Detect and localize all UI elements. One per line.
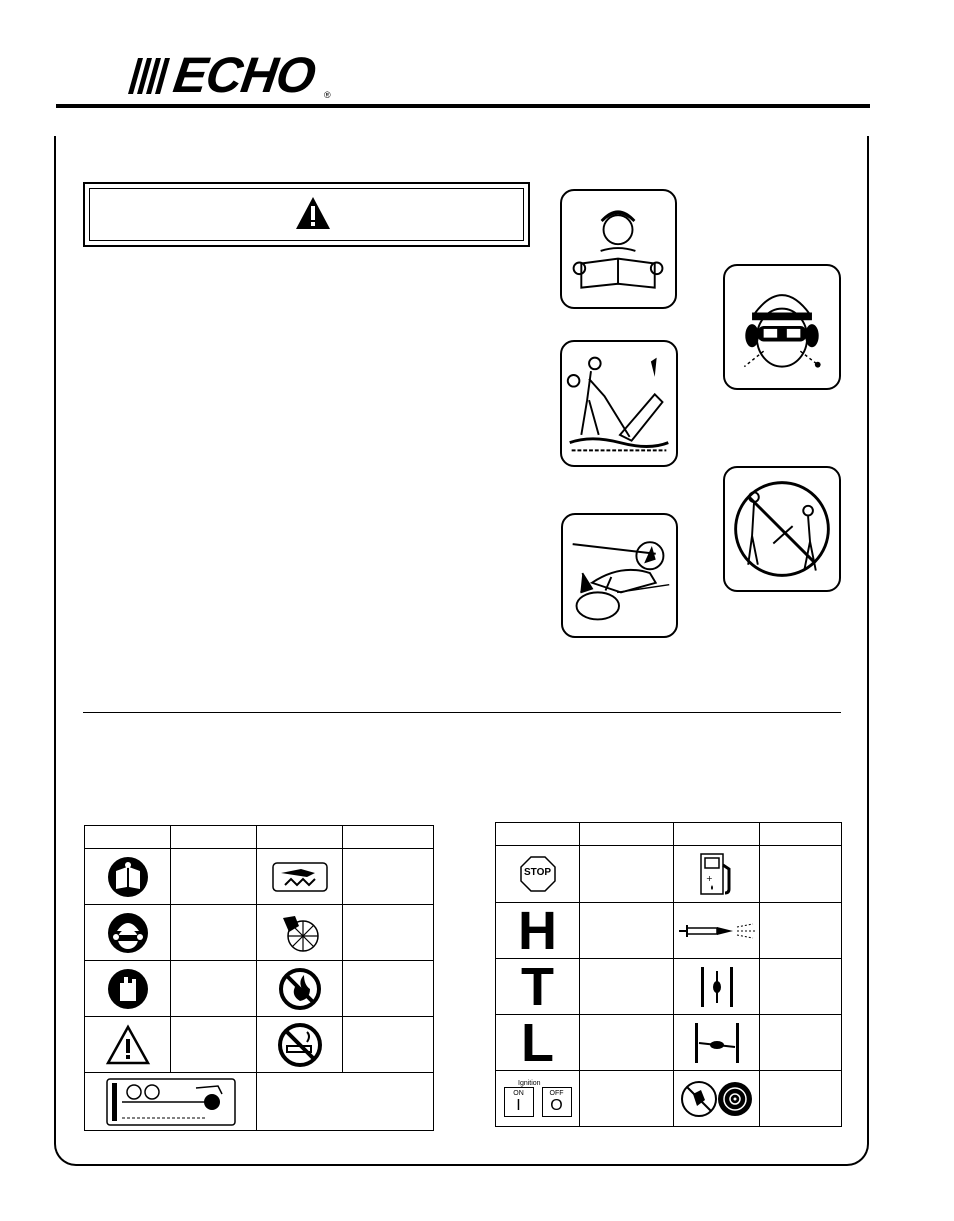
- echo-logo: [118, 47, 340, 103]
- thrown-objects-icon: [561, 513, 678, 638]
- stop-sign-icon: [519, 855, 557, 893]
- no-smoking-icon: [277, 1022, 323, 1068]
- table-row: [85, 1017, 434, 1073]
- read-manual-circle-icon: [106, 855, 150, 899]
- table-row: [496, 846, 842, 903]
- eye-ear-head-protection-icon: [106, 911, 150, 955]
- table-row: [496, 1071, 842, 1127]
- wear-gloves-icon: [106, 967, 150, 1011]
- fuel-pump-icon: [697, 851, 737, 897]
- trimmer-operator-icon: [560, 340, 678, 467]
- choke-open-icon: [697, 965, 737, 1009]
- ignition-switch-icon: [496, 1080, 579, 1117]
- warning-triangle-icon: [105, 1024, 151, 1066]
- table-row: [496, 1015, 842, 1071]
- table-row: [85, 1073, 434, 1131]
- table-header-row: [85, 826, 434, 849]
- distance-safety-icon: [106, 1078, 236, 1126]
- brand-name: ECHO: [170, 47, 319, 103]
- table-row: [85, 849, 434, 905]
- right-symbol-table: [495, 822, 842, 1127]
- table-row: [85, 905, 434, 961]
- letter-t: T: [521, 956, 554, 1017]
- keep-bystanders-away-icon: [723, 466, 841, 592]
- primer-bulb-icon: [677, 921, 757, 941]
- letter-l: L: [521, 1012, 554, 1073]
- warning-triangle-icon: [294, 195, 332, 231]
- eye-ear-protection-icon: [723, 264, 841, 390]
- logo-stripes-icon: [118, 54, 178, 100]
- kickback-hand-icon: [271, 861, 329, 893]
- ignition-on: ON I: [504, 1087, 534, 1117]
- ignition-label: Ignition: [518, 1080, 541, 1087]
- section-rule: [83, 712, 841, 713]
- stop-label: STOP: [523, 867, 552, 878]
- header-rule: [56, 104, 870, 108]
- table-row: [496, 959, 842, 1015]
- registered-mark: ®: [324, 90, 331, 100]
- table-header-row: [496, 823, 842, 846]
- left-symbol-table: [84, 825, 434, 1131]
- no-fire-icon: [278, 967, 322, 1011]
- read-manual-icon: [560, 189, 677, 309]
- svg-text:+: +: [705, 874, 713, 883]
- rotating-blade-icon: [279, 912, 321, 954]
- table-row: [496, 903, 842, 959]
- letter-h: H: [518, 900, 557, 961]
- choke-closed-icon: [691, 1021, 743, 1065]
- blade-warning-icon: [679, 1078, 755, 1120]
- warning-box: [83, 182, 530, 247]
- table-row: [85, 961, 434, 1017]
- ignition-off: OFF O: [542, 1087, 572, 1117]
